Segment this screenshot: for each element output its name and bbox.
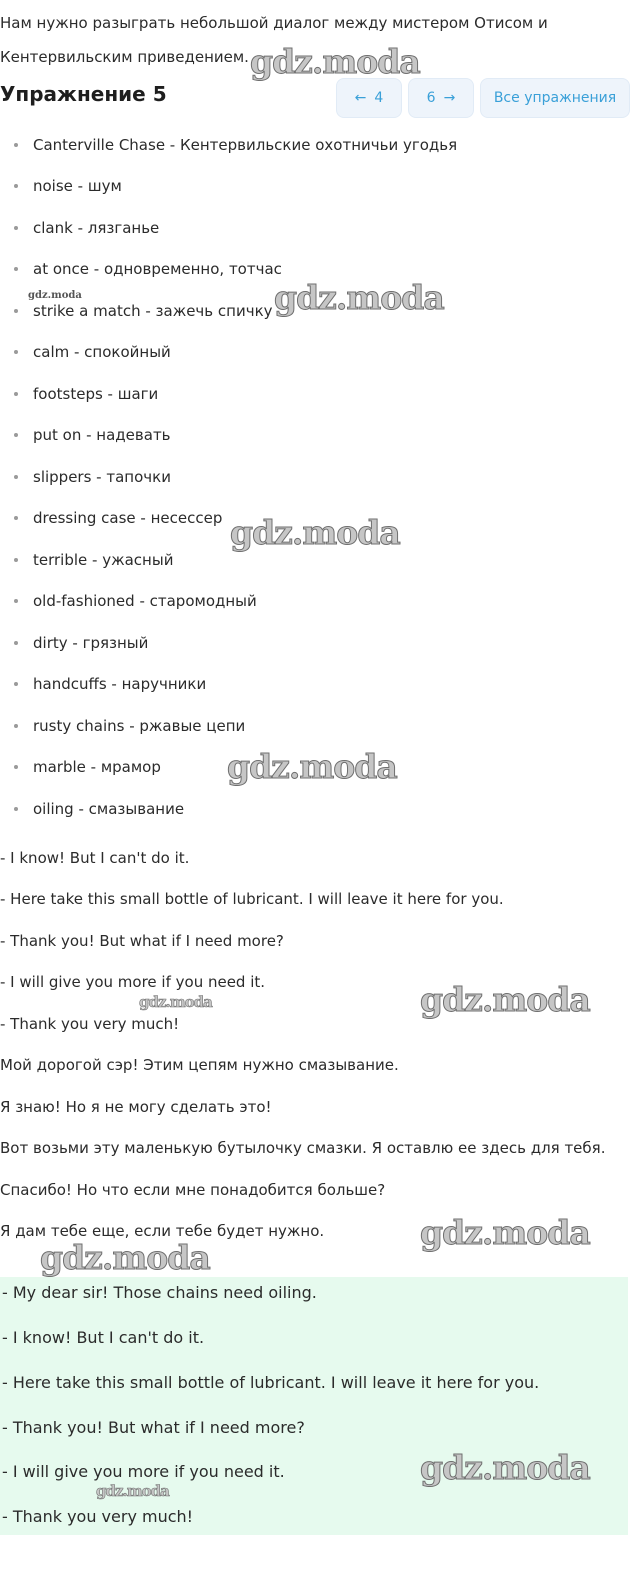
bullet-icon bbox=[14, 226, 18, 230]
bullet-icon bbox=[14, 682, 18, 686]
answer-line: - Thank you! But what if I need more? bbox=[2, 1418, 305, 1437]
bullet-icon bbox=[14, 724, 18, 728]
bullet-icon bbox=[14, 433, 18, 437]
watermark: gdz.moda bbox=[420, 1213, 590, 1252]
bullet-icon bbox=[14, 392, 18, 396]
answer-line: - Thank you very much! bbox=[2, 1507, 194, 1526]
answer-line: - I will give you more if you need it. bbox=[2, 1462, 285, 1481]
bullet-icon bbox=[14, 184, 18, 188]
prev-exercise-label: 4 bbox=[374, 90, 384, 106]
answer-box bbox=[0, 1277, 628, 1535]
watermark: gdz.moda bbox=[96, 1482, 169, 1500]
bullet-icon bbox=[14, 350, 18, 354]
dialogue-line: Я дам тебе еще, если тебе будет нужно. bbox=[0, 1222, 325, 1240]
watermark: gdz.moda bbox=[420, 980, 590, 1019]
watermark: gdz.moda bbox=[227, 747, 397, 786]
watermark: gdz.moda bbox=[250, 42, 420, 81]
intro-text: Нам нужно разыграть небольшой диалог между мистером Отисом и Кентервильским приведением. bbox=[0, 14, 548, 66]
answer-line: - I know! But I can't do it. bbox=[2, 1328, 205, 1347]
page-title: Упражнение 5 bbox=[0, 82, 167, 106]
watermark: gdz.moda bbox=[139, 993, 212, 1011]
bullet-icon bbox=[14, 475, 18, 479]
bullet-icon bbox=[14, 765, 18, 769]
arrow-left-icon: ← bbox=[354, 90, 367, 106]
bullet-icon bbox=[14, 558, 18, 562]
next-exercise-label: 6 bbox=[426, 90, 436, 106]
dialogue-line: Вот возьми эту маленькую бутылочку смазки. Я оставлю ее здесь для тебя. bbox=[0, 1139, 606, 1157]
watermark: gdz.moda bbox=[274, 278, 444, 317]
bullet-icon bbox=[14, 309, 18, 313]
bullet-icon bbox=[14, 516, 18, 520]
watermark: gdz.moda bbox=[420, 1448, 590, 1487]
answer-line: - Here take this small bottle of lubricant. I will leave it here for you. bbox=[2, 1373, 540, 1392]
dialogue-line: - Thank you! But what if I need more? bbox=[0, 932, 284, 950]
dialogue-line: Я знаю! Но я не могу сделать это! bbox=[0, 1098, 272, 1116]
bullet-icon bbox=[14, 267, 18, 271]
bullet-icon bbox=[14, 807, 18, 811]
bullet-icon bbox=[14, 599, 18, 603]
dialogue-line: Спасибо! Но что если мне понадобится больше? bbox=[0, 1181, 386, 1199]
answer-line: - My dear sir! Those chains need oiling. bbox=[2, 1283, 317, 1302]
all-exercises-button[interactable] bbox=[480, 78, 630, 118]
dialogue-line: - Thank you very much! bbox=[0, 1015, 180, 1033]
dialogue-line: - I will give you more if you need it. bbox=[0, 973, 266, 991]
prev-exercise-button[interactable] bbox=[336, 78, 402, 118]
bullet-icon bbox=[14, 641, 18, 645]
next-exercise-button[interactable] bbox=[408, 78, 474, 118]
arrow-right-icon: → bbox=[443, 90, 456, 106]
dialogue-line: Мой дорогой сэр! Этим цепям нужно смазывание. bbox=[0, 1056, 399, 1074]
watermark: gdz.moda bbox=[40, 1238, 210, 1277]
watermark: gdz.moda bbox=[28, 290, 82, 301]
watermark: gdz.moda bbox=[230, 513, 400, 552]
dialogue-line: - I know! But I can't do it. bbox=[0, 849, 190, 867]
dialogue-line: - Here take this small bottle of lubricant. I will leave it here for you. bbox=[0, 890, 504, 908]
all-exercises-label: Все упражнения bbox=[493, 90, 617, 106]
bullet-icon bbox=[14, 143, 18, 147]
